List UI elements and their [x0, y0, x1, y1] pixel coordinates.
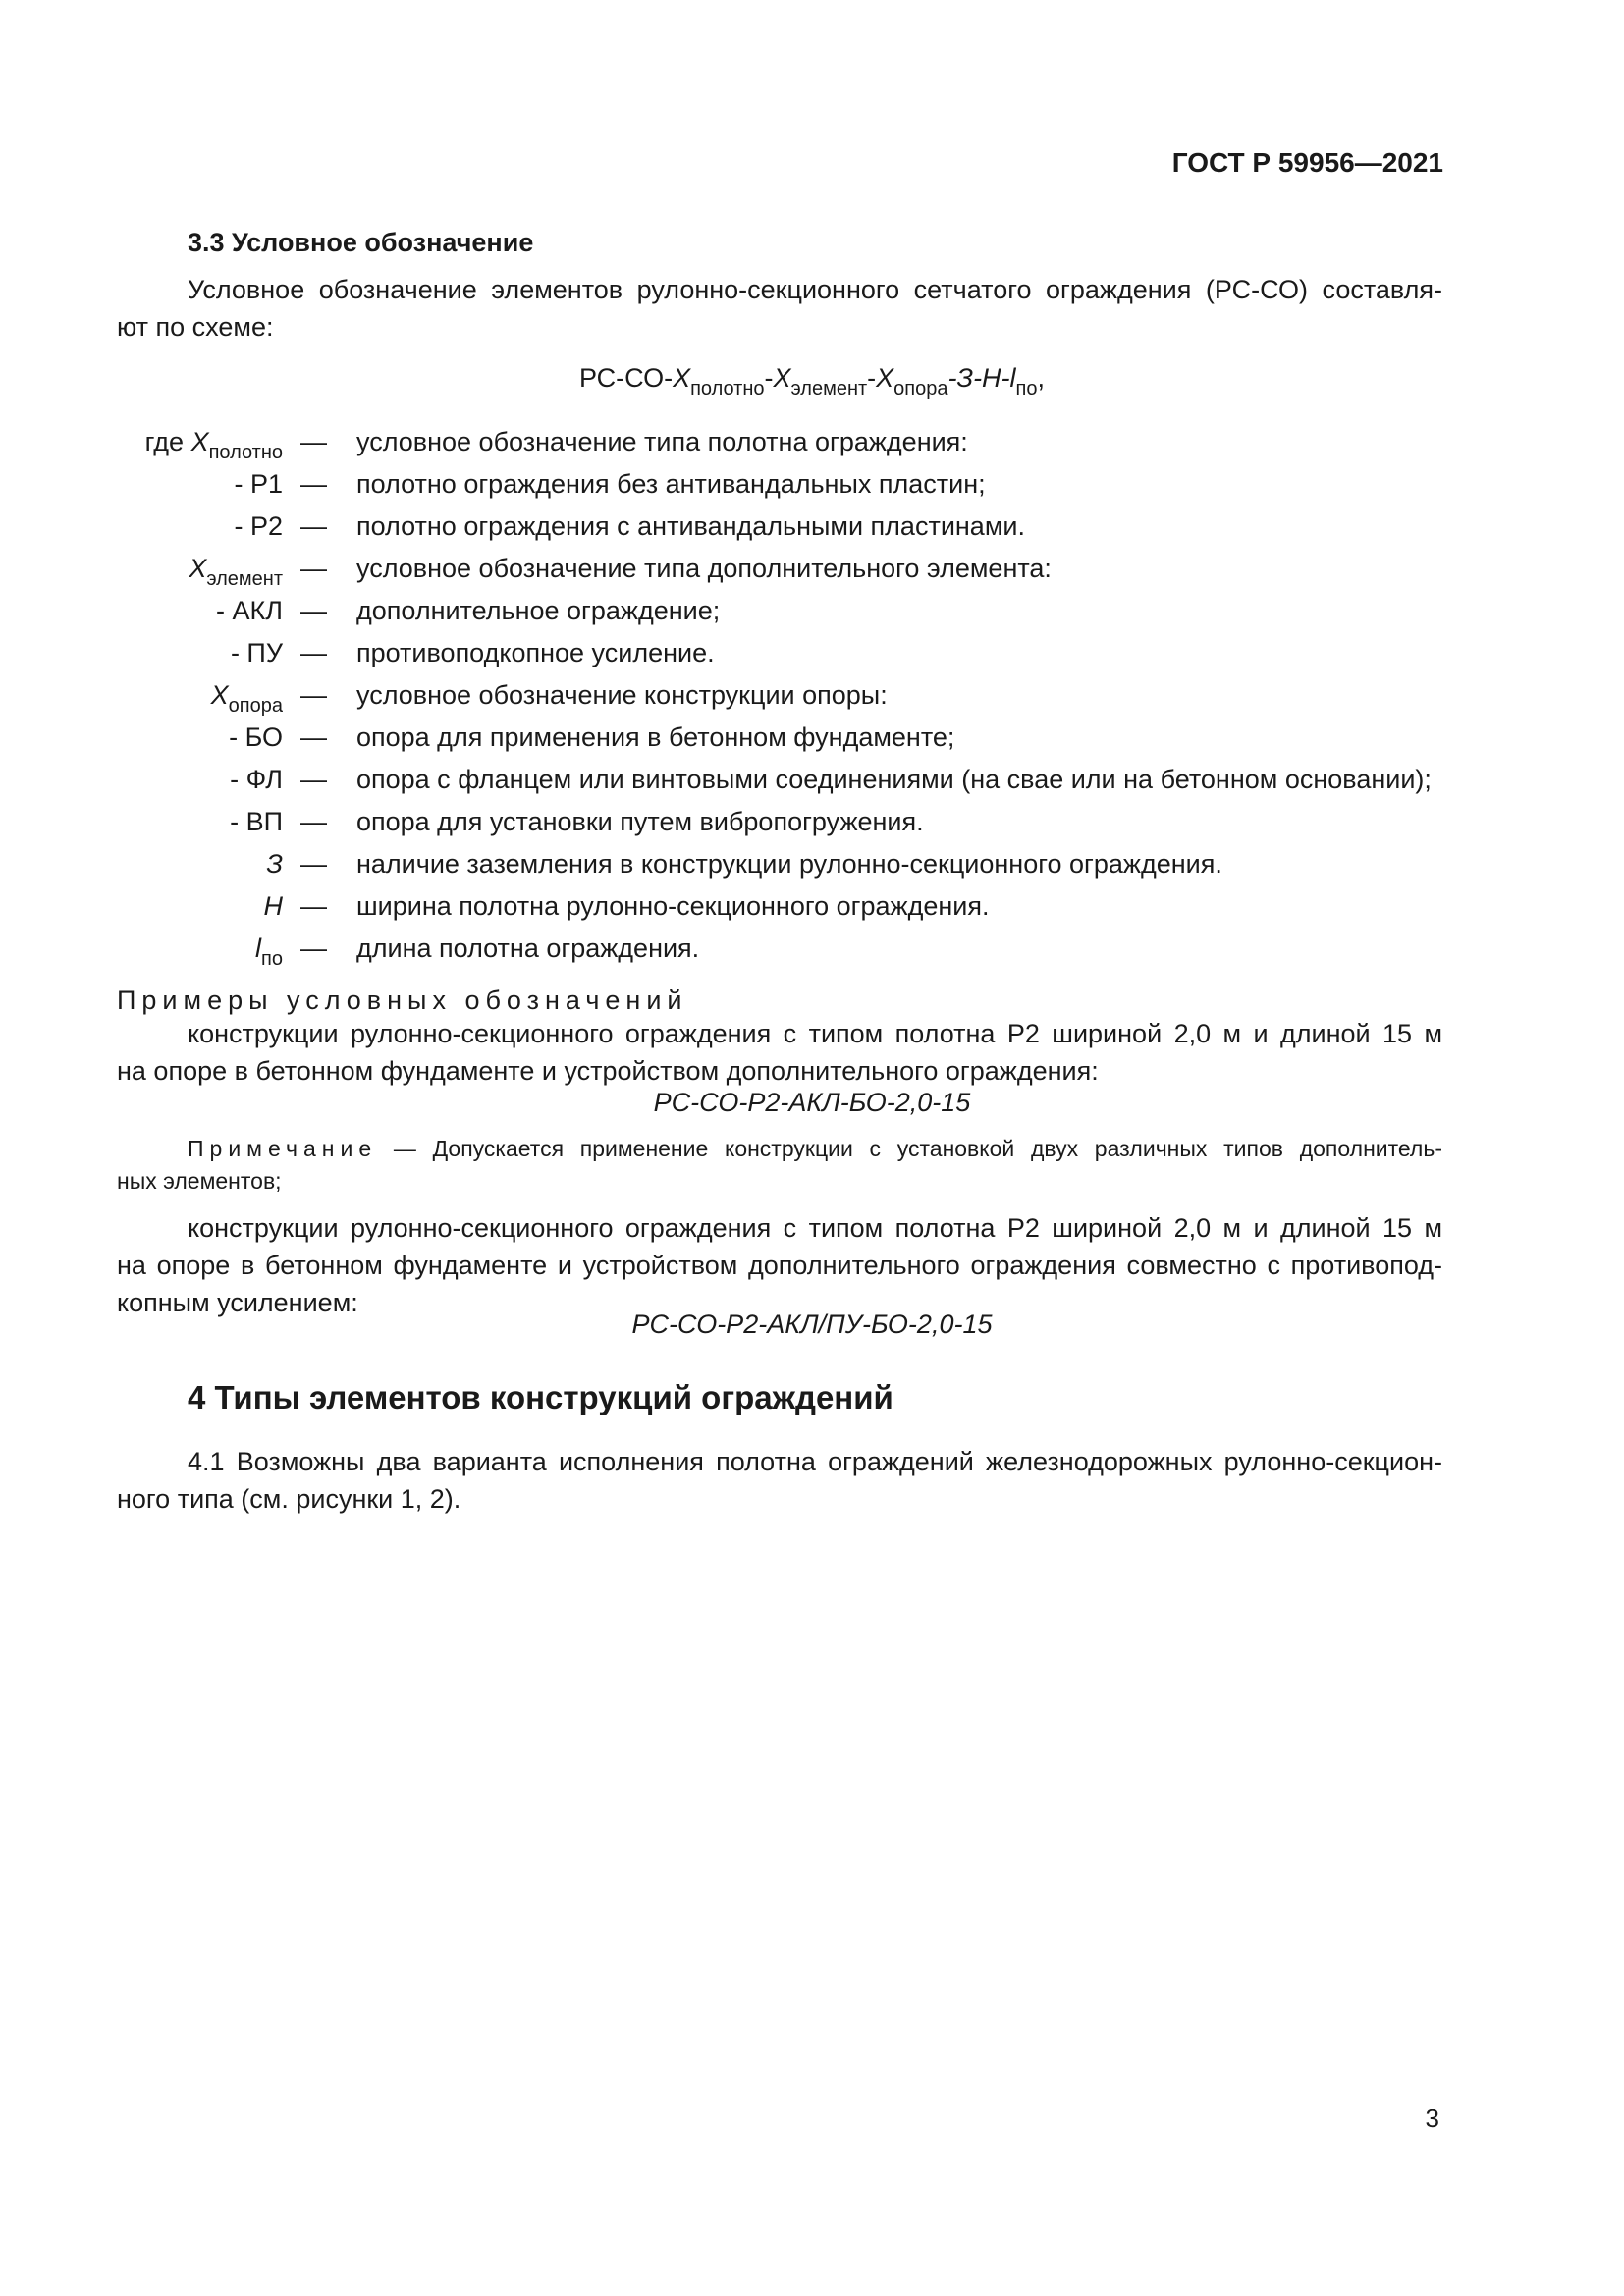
legend-dash: — — [300, 891, 327, 921]
section-3-3-intro — [117, 271, 1442, 346]
example-2 — [117, 1209, 1442, 1321]
legend-key — [266, 849, 283, 880]
legend-text: дополнительное ограждение; — [356, 596, 721, 625]
legend-dash: — — [300, 765, 327, 794]
legend-symbol: - Р1 — [234, 469, 283, 499]
legend-key — [189, 554, 283, 591]
legend-row — [0, 934, 1624, 976]
formula-x3-sub: опора — [893, 378, 948, 400]
legend-text: полотно ограждения без антивандальных пластин; — [356, 469, 986, 499]
note — [117, 1133, 1442, 1198]
legend-key — [234, 511, 283, 542]
document-code: ГОСТ Р 59956—2021 — [1171, 147, 1443, 178]
example-2-line-3: копным усилением: — [117, 1288, 358, 1317]
legend-dash: — — [300, 722, 327, 752]
legend-text: ширина полотна рулонно-секционного ограждения. — [356, 891, 990, 921]
legend-dash: — — [300, 554, 327, 583]
legend-dash: — — [300, 596, 327, 625]
examples-title: Примеры условных обозначений — [117, 986, 688, 1015]
legend-text: длина полотна ограждения. — [356, 934, 700, 963]
legend-text: наличие заземления в конструкции рулонно-секционного ограждения. — [356, 849, 1222, 879]
intro-line-2: ют по схеме: — [117, 312, 274, 342]
legend-text: условное обозначение конструкции опоры: — [356, 680, 888, 710]
legend-symbol: - БО — [229, 722, 283, 752]
legend-dash: — — [300, 680, 327, 710]
legend-symbol: - Р2 — [234, 511, 283, 541]
legend-symbol: X — [190, 427, 209, 456]
legend-text: опора для установки путем вибропогружения. — [356, 807, 924, 836]
legend-row — [0, 469, 1624, 511]
formula-l-sub: по — [1015, 378, 1038, 400]
legend-text: условное обозначение типа полотна ограждения: — [356, 427, 968, 456]
formula-x2-sub: элемент — [790, 378, 868, 400]
legend-row — [0, 807, 1624, 849]
formula-x3: X — [876, 363, 894, 393]
legend-symbol-sub: полотно — [208, 442, 283, 463]
formula-x1: X — [673, 363, 691, 393]
section-4-title: 4 Типы элементов конструкций ограждений — [188, 1379, 893, 1415]
legend-symbol: З — [266, 849, 283, 879]
formula-x2: X — [773, 363, 791, 393]
section-3-3-title: 3.3 Условное обозначение — [188, 228, 534, 257]
legend-dash: — — [300, 638, 327, 667]
legend-row — [0, 511, 1624, 554]
legend-symbol: - ПУ — [230, 638, 283, 667]
designation-formula: $РС-СО-X_{полотно}-X_{элемент}-X_{опора}-З-H-l_{по}$, — [578, 363, 1046, 400]
legend-text: полотно ограждения с антивандальными пластинами. — [356, 511, 1025, 541]
legend-row — [0, 554, 1624, 596]
legend-row — [0, 891, 1624, 934]
legend-dash: — — [300, 511, 327, 541]
legend-key — [234, 469, 283, 500]
legend-dash: — — [300, 427, 327, 456]
legend-dash: — — [300, 934, 327, 963]
legend-symbol-sub: опора — [228, 695, 283, 717]
legend-text: условное обозначение типа дополнительного элемента: — [356, 554, 1052, 583]
legend-key — [229, 722, 283, 753]
formula-prefix: РС-СО- — [578, 363, 674, 393]
note-text: — Допускается применение конструкции с установкой двух различных типов дополнитель- — [377, 1136, 1442, 1161]
legend-prefix: где — [144, 427, 191, 456]
page-number: 3 — [1425, 2104, 1439, 2133]
legend-text: опора с фланцем или винтовыми соединениями (на свае или на бетонном основании); — [356, 765, 1432, 794]
note-label: Примечание — [188, 1136, 378, 1161]
note-line-1 — [117, 1133, 1442, 1165]
formula-l: l — [1009, 363, 1016, 393]
legend-key — [230, 807, 283, 837]
legend-key — [231, 638, 283, 668]
legend-row — [0, 722, 1624, 765]
legend-row — [0, 849, 1624, 891]
section-4-1-line-1: 4.1 Возможны два варианта исполнения полотна ограждений железнодорожных рулонно-секцион- — [188, 1447, 1442, 1476]
formula-tail: -З-H- — [947, 363, 1010, 393]
legend-symbol: X — [189, 554, 207, 583]
intro-line-1: Условное обозначение элементов рулонно-секционного сетчатого ограждения (РС-СО) составля- — [188, 275, 1442, 304]
legend-key — [145, 427, 283, 464]
legend-key — [216, 596, 283, 626]
example-1-line-1: конструкции рулонно-секционного ограждения с типом полотна Р2 шириной 2,0 м и длиной 15 м — [188, 1019, 1442, 1048]
legend-row — [0, 638, 1624, 680]
legend-row — [0, 427, 1624, 469]
legend-symbol-sub: по — [261, 948, 283, 970]
legend-symbol: l — [255, 934, 262, 963]
section-4-1-paragraph — [117, 1443, 1442, 1518]
legend-key — [211, 680, 283, 718]
example-2-code: РС-СО-Р2-АКЛ/ПУ-БО-2,0-15 — [631, 1309, 993, 1339]
example-1 — [117, 1015, 1442, 1090]
legend-dash: — — [300, 807, 327, 836]
formula-x1-sub: полотно — [690, 378, 765, 400]
legend-dash: — — [300, 849, 327, 879]
example-2-line-2: на опоре в бетонном фундаменте и устройством дополнительного ограждения совместно с противопод- — [117, 1251, 1442, 1280]
legend-dash: — — [300, 469, 327, 499]
legend-key — [264, 891, 284, 922]
legend-symbol: - ФЛ — [230, 765, 283, 794]
legend-key — [255, 934, 283, 971]
legend-symbol: - АКЛ — [216, 596, 283, 625]
section-4-1-line-2: ного типа (см. рисунки 1, 2). — [117, 1484, 461, 1514]
formula-end: , — [1037, 363, 1046, 393]
example-1-code: РС-СО-Р2-АКЛ-БО-2,0-15 — [653, 1088, 971, 1117]
legend-row — [0, 680, 1624, 722]
legend-symbol-sub: элемент — [206, 568, 283, 590]
legend-text: опора для применения в бетонном фундаменте; — [356, 722, 955, 752]
note-line-2: ных элементов; — [117, 1168, 282, 1194]
legend-row — [0, 596, 1624, 638]
example-1-line-2: на опоре в бетонном фундаменте и устройством дополнительного ограждения: — [117, 1056, 1099, 1086]
legend-text: противоподкопное усиление. — [356, 638, 715, 667]
legend-symbol: - ВП — [230, 807, 283, 836]
legend-symbol: H — [263, 891, 283, 921]
legend-key — [230, 765, 283, 795]
example-2-line-1: конструкции рулонно-секционного ограждения с типом полотна Р2 шириной 2,0 м и длиной 15 м — [188, 1213, 1442, 1243]
legend-symbol: X — [210, 680, 229, 710]
legend-row — [0, 765, 1624, 807]
